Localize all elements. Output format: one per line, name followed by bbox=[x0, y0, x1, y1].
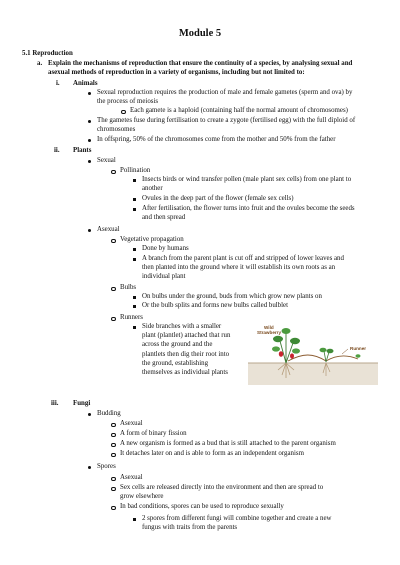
animals-line-6: In offspring, 50% of the chromosomes come from the mother and 50% from the father bbox=[97, 136, 336, 143]
figure-label-strawberry: Strawberry bbox=[257, 330, 282, 335]
bullet-circle bbox=[111, 433, 116, 438]
runners-line-3: across the ground and the bbox=[142, 341, 213, 348]
bullet-square bbox=[133, 305, 136, 308]
bullet-square bbox=[133, 198, 136, 201]
runners-line-1: Side branches with a smaller bbox=[142, 323, 222, 330]
animals-line-4: The gametes fuse during fertilisation to create a zygote (fertilised egg) with the full diploid of bbox=[97, 117, 356, 124]
animals-line-1: Sexual reproduction requires the production of male and female gametes (sperm and ova) by bbox=[97, 89, 353, 96]
section-heading: 5.1 Reproduction bbox=[22, 50, 73, 57]
animals-heading: Animals bbox=[73, 80, 98, 87]
vegetative-line-2: A branch from the parent plant is cut off and stripped of lower leaves and bbox=[142, 255, 344, 262]
runners-line-2: plant (plantlet) attached that run bbox=[142, 332, 231, 339]
bulbs-line-1: On bulbs under the ground, buds from which grow new plants on bbox=[142, 293, 322, 300]
vegetative-line-4: individual plant bbox=[142, 273, 186, 280]
pollination-line-5: and then spread bbox=[142, 214, 186, 221]
spores-line-4: In bad conditions, spores can be used to reproduce sexually bbox=[120, 503, 284, 510]
bullet-dot bbox=[88, 92, 91, 95]
bullet-dot bbox=[88, 139, 91, 142]
bullet-square bbox=[133, 326, 136, 329]
spores-heading: Spores bbox=[97, 463, 116, 470]
bullet-circle bbox=[111, 239, 116, 244]
spores-line-5: 2 spores from different fungi will combine together and create a new bbox=[142, 515, 332, 522]
animals-line-2: the process of meiosis bbox=[97, 98, 159, 105]
bullet-circle bbox=[111, 453, 116, 458]
spores-line-6: fungus with traits from the parents bbox=[142, 524, 238, 531]
bullet-circle bbox=[111, 487, 116, 492]
bullet-square bbox=[133, 208, 136, 211]
item-a-marker: a. bbox=[37, 60, 43, 67]
fungi-marker: iii. bbox=[51, 400, 59, 407]
page-title: Module 5 bbox=[178, 28, 222, 39]
spores-line-1: Asexual bbox=[120, 474, 143, 481]
item-a-line-1: Explain the mechanisms of reproduction that ensure the continuity of a species, by analysing sexual and bbox=[48, 60, 353, 67]
bullet-square bbox=[133, 296, 136, 299]
bullet-circle bbox=[111, 287, 116, 292]
bullet-dot bbox=[88, 229, 91, 232]
animals-marker: i. bbox=[56, 80, 60, 87]
bullet-circle bbox=[111, 317, 116, 322]
bullet-dot bbox=[88, 466, 91, 469]
runners-heading: Runners bbox=[120, 314, 143, 321]
spores-line-3: grow elsewhere bbox=[120, 493, 164, 500]
pollination-line-4: After fertilisation, the flower turns into fruit and the ovules become the seeds bbox=[142, 205, 355, 212]
bullet-square bbox=[133, 248, 136, 251]
bullet-dot bbox=[88, 120, 91, 123]
animals-line-5: chromosomes bbox=[97, 126, 136, 133]
runners-line-4: plantlets then dig their root into bbox=[142, 351, 230, 358]
budding-heading: Budding bbox=[97, 410, 121, 417]
pollination-heading: Pollination bbox=[120, 167, 151, 174]
bullet-circle bbox=[111, 423, 116, 428]
strawberry-runner-figure bbox=[248, 323, 378, 385]
strawberry-runner-illustration bbox=[248, 323, 378, 385]
runners-line-5: the ground, establishing bbox=[142, 360, 209, 367]
vegetative-line-3: then planted into the ground where it will establish its own roots as an bbox=[142, 264, 336, 271]
bullet-dot bbox=[88, 413, 91, 416]
plants-sexual: Sexual bbox=[97, 157, 116, 164]
runners-line-6: themselves as individual plants bbox=[142, 369, 228, 376]
plants-marker: ii. bbox=[54, 147, 60, 154]
bullet-square bbox=[133, 179, 136, 182]
budding-line-2: A form of binary fission bbox=[120, 430, 187, 437]
plants-heading: Plants bbox=[73, 147, 92, 154]
plants-asexual: Asexual bbox=[97, 226, 120, 233]
budding-line-3: A new organism is formed as a bud that is still attached to the parent organism bbox=[120, 440, 336, 447]
bullet-circle bbox=[111, 506, 116, 511]
budding-line-4: It detaches later on and is able to form as an independent organism bbox=[120, 450, 304, 457]
pollination-line-1: Insects birds or wind transfer pollen (male plant sex cells) from one plant to bbox=[142, 176, 352, 183]
bulbs-line-2: Or the bulb splits and forms new bulbs called bulblet bbox=[142, 302, 289, 309]
figure-label-wild: Wild bbox=[264, 325, 274, 330]
vegetative-heading: Vegetative propagation bbox=[120, 236, 184, 243]
budding-line-1: Asexual bbox=[120, 420, 143, 427]
vegetative-line-1: Done by humans bbox=[142, 245, 189, 252]
bullet-circle bbox=[111, 443, 116, 448]
item-a-line-2: asexual methods of reproduction in a variety of organisms, including but not limited to: bbox=[48, 69, 305, 76]
spores-line-2: Sex cells are released directly into the environment and then are spread to bbox=[120, 484, 324, 491]
animals-line-3: Each gamete is a haploid (containing half the normal amount of chromosomes) bbox=[130, 107, 348, 114]
bullet-square bbox=[133, 258, 136, 261]
bullet-square bbox=[133, 518, 136, 521]
fungi-heading: Fungi bbox=[73, 400, 91, 407]
figure-label-runner: Runner bbox=[350, 346, 367, 351]
bulbs-heading: Bulbs bbox=[120, 284, 137, 291]
bullet-circle bbox=[121, 110, 126, 115]
pollination-line-2: another bbox=[142, 185, 163, 192]
pollination-line-3: Ovules in the deep part of the flower (female sex cells) bbox=[142, 195, 294, 202]
bullet-circle bbox=[111, 477, 116, 482]
bullet-circle bbox=[111, 170, 116, 175]
bullet-dot bbox=[88, 160, 91, 163]
